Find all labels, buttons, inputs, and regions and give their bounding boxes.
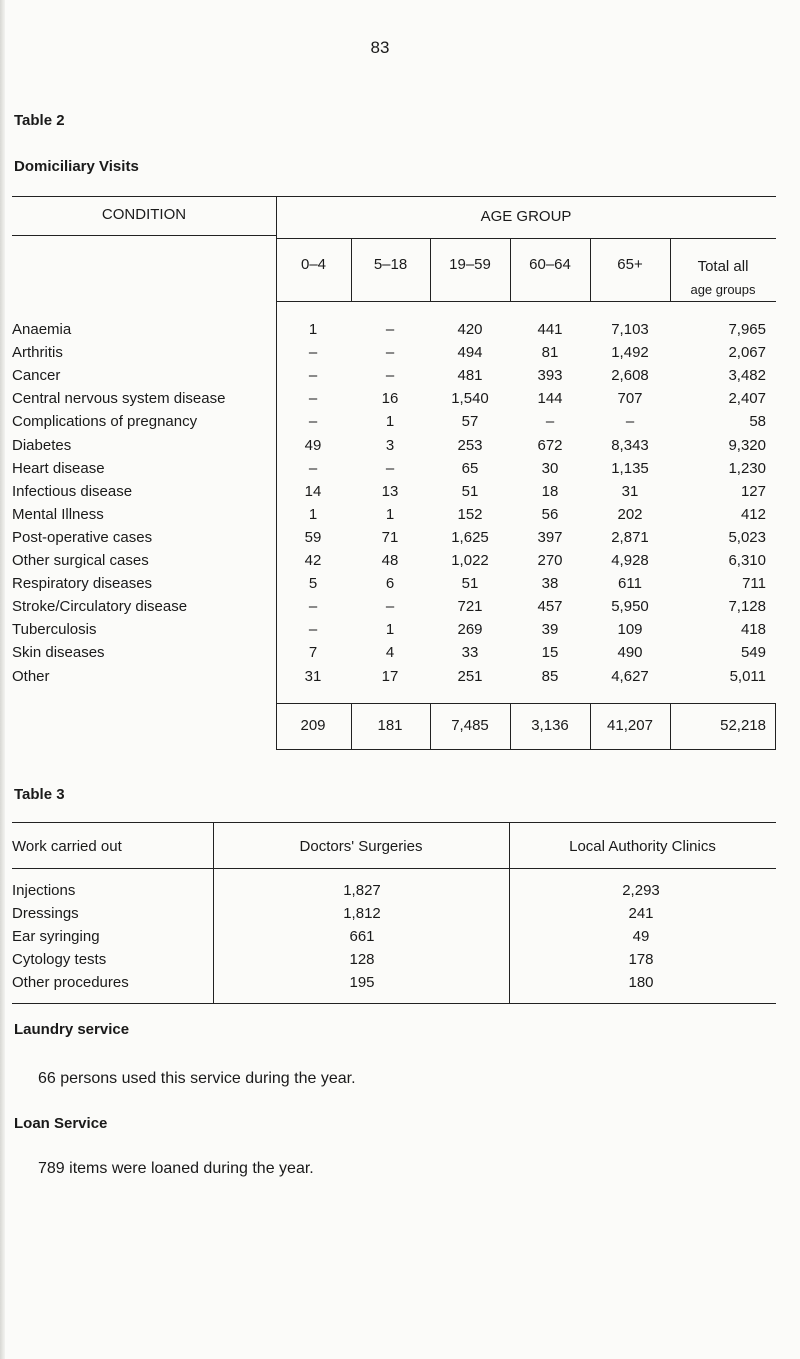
table-cell: 611 [618,575,642,593]
table-cell: 71 [381,528,399,546]
condition-label: Cancer [12,367,61,385]
age-group-header: AGE GROUP [480,208,572,225]
laundry-text: 66 persons used this service during the year. [38,1070,356,1087]
table-cell: 269 [457,621,483,639]
work-header: Work carried out [12,838,122,855]
table-cell: 5,011 [729,667,766,685]
table-cell: 1 [385,621,395,639]
table-cell: 65 [461,459,479,477]
work-carried-out-table [0,822,776,1004]
table-cell: – [308,413,318,431]
laundry-heading: Laundry service [14,1021,130,1038]
table-cell: 152 [457,505,483,523]
condition-label: Heart disease [12,459,105,477]
work-label: Other procedures [12,974,129,991]
table-cell: 4,928 [611,552,649,569]
condition-label: Respiratory diseases [12,575,153,593]
table-cell: 420 [457,321,483,338]
clinics-value: 241 [628,905,654,922]
page-number: 83 [370,38,390,57]
condition-label: Infectious disease [12,482,133,500]
table-cell: 721 [457,598,483,616]
table-cell: 144 [537,390,563,408]
table-cell: 457 [537,598,563,616]
table-cell: 8,343 [611,436,649,454]
condition-label: Stroke/Circulatory disease [12,598,188,616]
table-cell: – [625,413,635,431]
table-cell: 1,625 [451,528,489,546]
table-cell: 49 [304,436,322,454]
table2-title: Domiciliary Visits [14,158,139,175]
table-cell: 51 [461,482,479,500]
clinics-value: 2,293 [622,882,660,899]
table-cell: 494 [457,344,483,362]
surgeries-value: 1,812 [343,905,381,922]
table-cell: 14 [304,482,322,500]
table-cell: 48 [381,552,399,569]
table-cell: 18 [541,482,559,500]
table-cell: 711 [742,575,766,593]
table-cell: 4 [385,644,395,662]
condition-label: Anaemia [12,321,72,338]
table-cell: 2,067 [728,344,766,362]
table-cell: 56 [541,505,559,523]
table-cell: 270 [537,552,563,569]
table-cell: 393 [537,367,563,385]
table-cell: – [385,321,395,338]
table-cell: 253 [457,436,483,454]
clinics-value: 178 [628,951,654,968]
table-cell: – [385,598,395,616]
table-cell: – [385,459,395,477]
table-cell: 7,128 [728,598,766,616]
table-cell: 1 [308,505,318,523]
surgeries-value: 1,827 [343,882,381,899]
table-cell: 51 [461,575,479,593]
condition-label: Skin diseases [12,644,105,662]
table-cell: 1,540 [451,390,489,408]
surgeries-value: 661 [349,928,375,945]
total-cell: 181 [377,717,403,734]
total-cell: 3,136 [531,717,569,734]
table-cell: 202 [617,505,643,523]
table-cell: 3 [385,436,395,454]
table-cell: – [385,367,395,385]
total-cell: 52,218 [720,717,766,734]
loan-heading: Loan Service [14,1115,108,1132]
table-cell: 9,320 [728,436,766,454]
table-cell: 30 [541,459,559,477]
table-cell: 2,407 [728,390,766,408]
table-cell: – [308,344,318,362]
col-header-total-sub: age groups [690,282,756,297]
table-cell: – [308,459,318,477]
table-cell: 39 [541,621,559,639]
table-cell: – [385,344,395,362]
condition-label: Other [12,667,50,685]
col-header-0-4: 0–4 [300,256,327,273]
table-cell: 5,950 [611,598,649,616]
table-cell: 1,230 [728,459,766,477]
table-cell: 672 [537,436,563,454]
table-cell: 2,608 [611,367,649,385]
total-cell: 7,485 [451,717,489,734]
table-cell: 58 [749,413,766,431]
table-cell: 1 [308,321,318,338]
work-label: Injections [12,882,76,899]
work-label: Dressings [12,905,79,922]
condition-header: CONDITION [101,206,187,223]
table-cell: 85 [541,667,559,685]
table-cell: 2,871 [611,528,649,546]
condition-label: Complications of pregnancy [12,413,198,431]
table-cell: 412 [740,505,766,523]
work-label: Ear syringing [12,928,100,945]
table-cell: 31 [621,482,639,500]
table-cell: 127 [740,482,766,500]
surgeries-value: 128 [349,951,375,968]
table-cell: 33 [461,644,479,662]
table-cell: – [308,621,318,639]
table-cell: 5 [308,575,318,593]
table-cell: 7,965 [728,321,766,338]
condition-label: Tuberculosis [12,621,97,639]
table-cell: 81 [541,344,559,362]
work-label: Cytology tests [12,951,107,968]
total-cell: 41,207 [607,717,653,734]
table-cell: 15 [541,644,559,662]
table-cell: 109 [617,621,643,639]
table-cell: 397 [537,528,563,546]
table-cell: 31 [304,667,322,685]
table-cell: 7 [308,644,318,662]
table-cell: 6 [385,575,395,593]
col-header-60-64: 60–64 [529,256,571,273]
table-cell: – [308,390,318,408]
surgeries-value: 195 [349,974,375,991]
condition-label: Other surgical cases [12,552,149,569]
condition-label: Arthritis [12,344,63,362]
table-cell: 59 [304,528,322,546]
clinics-value: 49 [632,928,650,945]
col-header-19-59: 19–59 [449,256,491,273]
local-authority-clinics-header: Local Authority Clinics [569,838,716,855]
table-cell: 57 [461,413,479,431]
table-cell: 1,492 [611,344,649,362]
table-cell: 16 [381,390,399,408]
condition-label: Diabetes [12,436,72,454]
loan-text: 789 items were loaned during the year. [38,1160,314,1177]
table-cell: 1,022 [451,552,489,569]
table-cell: 1 [385,413,395,431]
clinics-value: 180 [628,974,654,991]
table-cell: 4,627 [611,667,649,685]
table3-label: Table 3 [14,786,65,803]
table-cell: – [308,367,318,385]
table2-label: Table 2 [14,112,65,129]
table-cell: 5,023 [728,528,766,546]
condition-label: Mental Illness [12,505,104,523]
table-cell: 441 [537,321,563,338]
col-header-5-18: 5–18 [373,256,408,273]
table-cell: 251 [457,667,483,685]
condition-label: Post-operative cases [12,528,153,546]
table-cell: 549 [740,644,766,662]
doctors-surgeries-header: Doctors' Surgeries [299,838,423,855]
table-cell: 7,103 [611,321,649,338]
table-cell: 42 [304,552,322,569]
table-cell: 418 [740,621,766,639]
col-header-65-plus: 65+ [617,256,643,273]
table-cell: 490 [617,644,643,662]
table-cell: 17 [381,667,399,685]
table-cell: 1,135 [611,459,649,477]
table-cell: 38 [541,575,559,593]
table-cell: 3,482 [728,367,766,385]
table-cell: 13 [381,482,399,500]
total-cell: 209 [300,717,326,734]
table-cell: – [308,598,318,616]
table-cell: 707 [617,390,643,408]
table-cell: 6,310 [728,552,766,569]
domiciliary-visits-table [0,196,776,750]
table-cell: – [545,413,555,431]
table-cell: 1 [385,505,395,523]
table-cell: 481 [457,367,483,385]
col-header-total: Total all [697,258,749,275]
condition-label: Central nervous system disease [12,390,226,408]
